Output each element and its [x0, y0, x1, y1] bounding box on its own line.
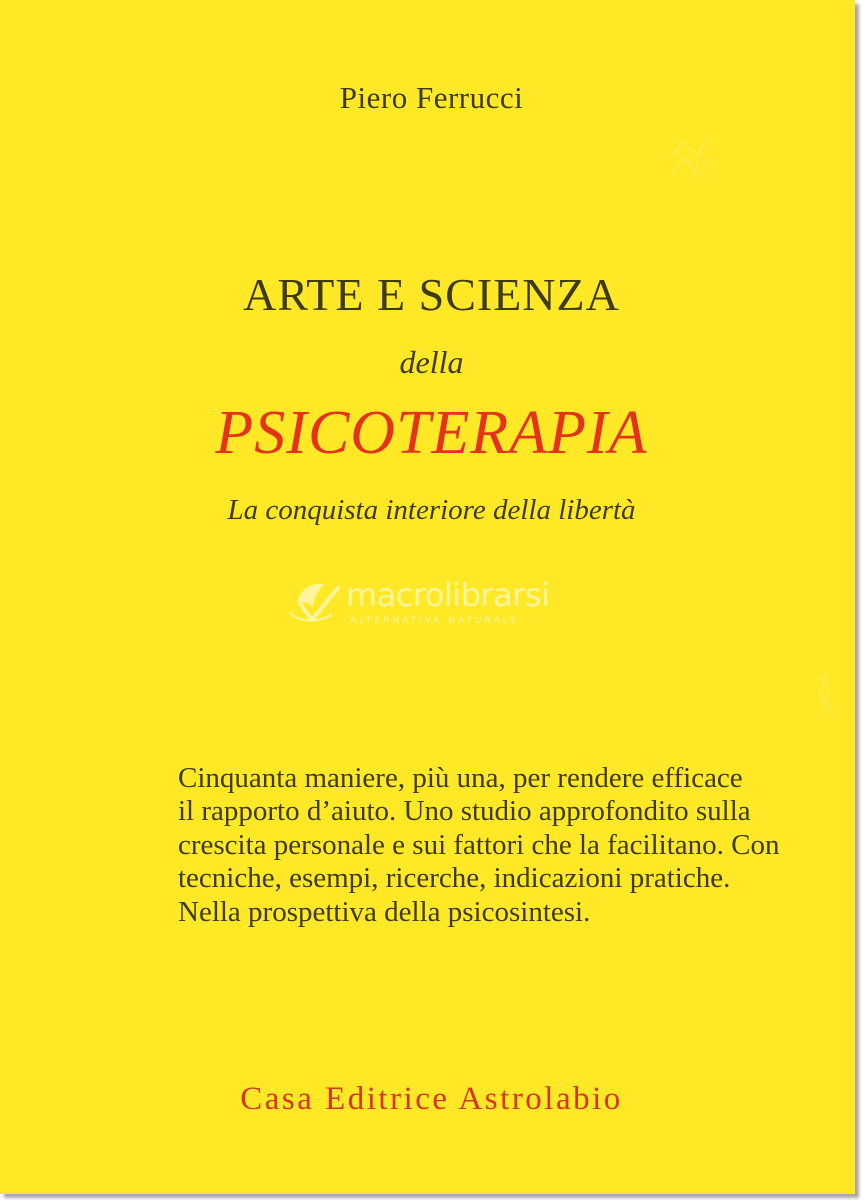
leaf-check-logo-icon	[288, 576, 346, 626]
title-line-3: PSICOTERAPIA	[215, 399, 648, 467]
blurb-line: Cinquanta maniere, più una, per rendere efficace	[178, 762, 743, 794]
blurb-line: Nella prospettiva della psicosintesi.	[178, 895, 591, 928]
publisher-name: Casa Editrice Astrolabio	[240, 1081, 623, 1117]
watermark-tagline: ALTERNATIVA NATURALE	[350, 616, 520, 626]
title-line-2: della	[399, 344, 464, 380]
author-name: Piero Ferrucci	[339, 80, 524, 115]
blurb-line: crescita personale e sui fattori che la facilitano. Con	[178, 828, 780, 861]
subtitle: La conquista interiore della libertà	[227, 494, 636, 526]
paper-texture-speck	[812, 668, 842, 728]
watermark-name: macrolibrarsi	[346, 576, 550, 614]
blurb	[178, 762, 780, 929]
blurb-line: il rapporto d’aiuto. Uno studio approfondito sulla	[178, 795, 751, 828]
paper-texture-speck	[662, 128, 722, 188]
blurb-line: tecniche, esempi, ricerche, indicazioni pratiche.	[178, 862, 731, 895]
title-line-1: ARTE E SCIENZA	[243, 269, 620, 320]
watermark	[288, 572, 598, 632]
